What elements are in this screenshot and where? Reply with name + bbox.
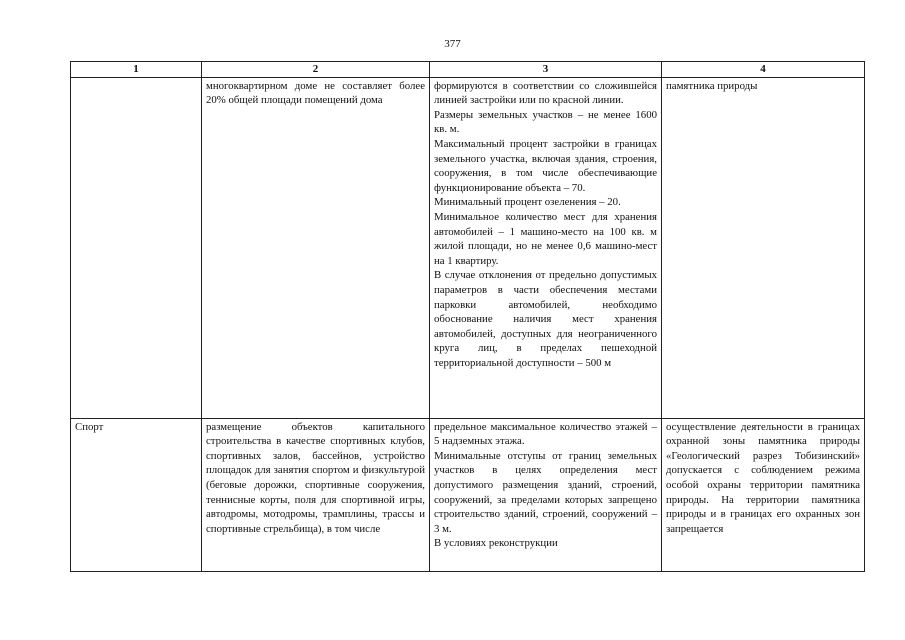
cell-paragraph: многоквартирном доме не составляет более 20% общей площади помещений дома <box>206 79 425 107</box>
table-header-row <box>71 62 865 78</box>
cell-paragraph: формируются в соответствии со сложившейся линией застройки или по красной линии. <box>434 79 657 107</box>
cell-paragraph: Минимальный процент озеленения – 20. <box>434 196 621 209</box>
cell-paragraph: Минимальное количество мест для хранения автомобилей – 1 машино-место на 100 кв. м жилой площади, но не менее 0,6 машино-мест на 1 квартиру. <box>434 210 657 267</box>
cell-paragraph: Максимальный процент застройки в границах земельного участка, включая здания, строения, сооружения, в том числе обеспечивающие функционирование объекта – 70. <box>434 137 657 194</box>
cell-paragraph: Минимальные отступы от границ земельных участков в целях определения мест допустимого размещения зданий, строений, сооружений, за пределами которых запрещено строительство зданий, строений, сооружений – 3 м. <box>434 449 657 535</box>
cell-paragraph: памятника природы <box>666 79 758 92</box>
column-header-3: 3 <box>430 62 662 78</box>
page-number: 377 <box>444 38 461 50</box>
cell-paragraph: осуществление деятельности в границах охранной зоны памятника природы «Геологический разрез Тобизинский» допускается с соблюдением режима особой охраны территории памятника природы. На территории памятника природы и в границах его охранных зон запрещается <box>666 420 860 535</box>
cell-paragraph: размещение объектов капитального строительства в качестве спортивных клубов, спортивных залов, бассейнов, устройство площадок для занятия спортом и физкультурой (беговые дорожки, спортивные сооружения, теннисные корты, поля для спортивной игры, автодромы, мотодромы, трамплины, трассы и спортивные стрельбища), в том числе <box>206 420 425 535</box>
use-type-cell <box>71 77 202 418</box>
regulations-table <box>70 61 865 572</box>
use-type-cell: Спорт <box>71 418 202 571</box>
column-header-4: 4 <box>662 62 865 78</box>
table-row <box>71 418 865 571</box>
cell-paragraph: В условиях реконструкции <box>434 537 558 550</box>
column-header-1: 1 <box>71 62 202 78</box>
cell-paragraph: предельное максимальное количество этажей – 5 надземных этажа. <box>434 420 657 448</box>
cell-paragraph: Размеры земельных участков – не менее 1600 кв. м. <box>434 108 657 136</box>
restrictions-cell <box>662 418 865 571</box>
table-row <box>71 77 865 418</box>
parameters-cell <box>430 418 662 571</box>
column-header-2: 2 <box>202 62 430 78</box>
parameters-cell <box>430 77 662 418</box>
cell-paragraph: В случае отклонения от предельно допустимых параметров в части обеспечения местами парковки автомобилей, необходимо обоснование наличия мест хранения автомобилей, доступных для неограниченного круга лиц, в пределах пешеходной территориальной доступности – 500 м <box>434 269 657 369</box>
use-description-cell <box>202 77 430 418</box>
use-description-cell <box>202 418 430 571</box>
restrictions-cell <box>662 77 865 418</box>
